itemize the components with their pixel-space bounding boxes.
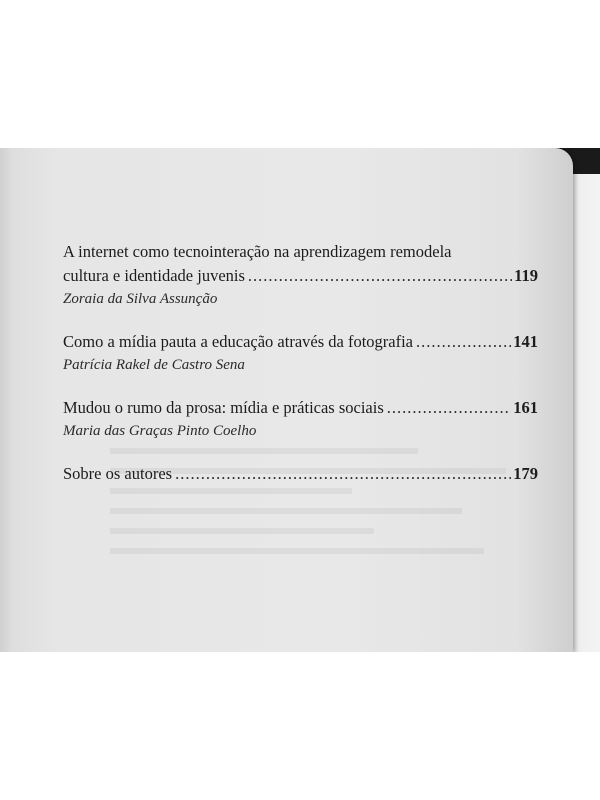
toc-page-number: 179 [513,464,538,483]
toc-title: A internet como tecnointeração na aprendizagem remodela [63,242,452,261]
table-of-contents [63,240,538,506]
toc-title-line [63,462,538,486]
toc-title: Sobre os autores [63,464,173,483]
toc-author: Maria das Graças Pinto Coelho [63,423,257,439]
dot-leader [416,330,511,354]
dot-leader [175,462,511,486]
toc-title-line [63,330,538,354]
toc-title-line [63,240,538,264]
toc-title-line [63,396,538,420]
book-photo [0,148,600,652]
toc-author: Zoraia da Silva Assunção [63,291,218,307]
toc-title: Como a mídia pauta a educação através da fotografia [63,332,414,351]
dot-leader [248,264,512,288]
toc-page-number: 141 [513,332,538,351]
toc-title-line [63,264,538,288]
toc-page-number: 119 [514,266,538,285]
dot-leader [387,396,511,420]
toc-title: Mudou o rumo da prosa: mídia e práticas sociais [63,398,384,417]
toc-author: Patrícia Rakel de Castro Sena [63,357,245,373]
toc-entry [63,330,538,376]
toc-entry [63,462,538,486]
book-page [0,148,573,652]
toc-entry [63,240,538,310]
page-gutter-shadow [0,148,12,652]
toc-page-number: 161 [513,398,538,417]
toc-title: cultura e identidade juvenis [63,266,245,285]
toc-entry [63,396,538,442]
